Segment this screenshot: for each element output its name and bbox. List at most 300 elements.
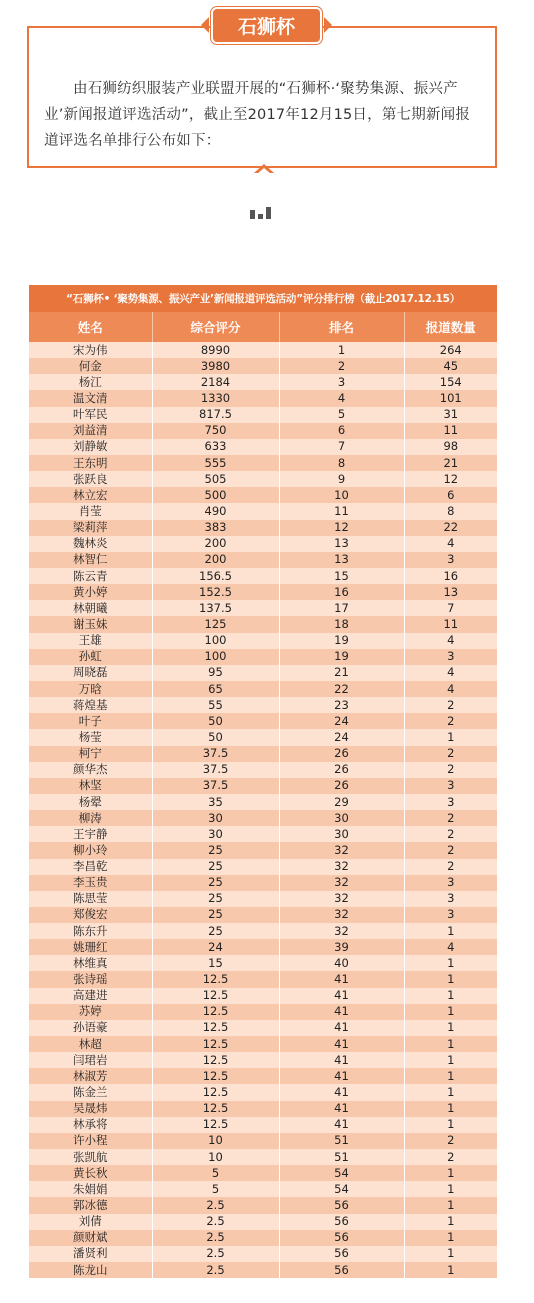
- cell-name: 陈思莹: [29, 891, 152, 907]
- cell-name: 柯宁: [29, 746, 152, 762]
- cell-count: 13: [404, 584, 497, 600]
- cell-name: 刘倩: [29, 1214, 152, 1230]
- cell-rank: 26: [279, 762, 404, 778]
- table-row: [29, 697, 497, 713]
- cell-score: 12.5: [152, 1052, 279, 1068]
- cell-count: 1: [404, 1020, 497, 1036]
- cell-count: 1: [404, 1230, 497, 1246]
- cell-count: 1: [404, 1101, 497, 1117]
- cell-rank: 56: [279, 1262, 404, 1278]
- table-row: [29, 875, 497, 891]
- table-row: [29, 439, 497, 455]
- table-row: [29, 1197, 497, 1213]
- cell-score: 37.5: [152, 778, 279, 794]
- cell-score: 2.5: [152, 1230, 279, 1246]
- cell-name: 林淑芳: [29, 1068, 152, 1084]
- cell-name: 颜华杰: [29, 762, 152, 778]
- cell-score: 490: [152, 503, 279, 519]
- table-row: [29, 633, 497, 649]
- cell-name: 黄小婷: [29, 584, 152, 600]
- cell-count: 264: [404, 342, 497, 358]
- cell-count: 3: [404, 794, 497, 810]
- cell-rank: 32: [279, 859, 404, 875]
- cell-count: 16: [404, 568, 497, 584]
- table-row: [29, 520, 497, 536]
- cell-name: 朱娟娟: [29, 1181, 152, 1197]
- cell-count: 4: [404, 665, 497, 681]
- cell-count: 1: [404, 1036, 497, 1052]
- cell-count: 4: [404, 939, 497, 955]
- table-row: [29, 584, 497, 600]
- cell-score: 12.5: [152, 1020, 279, 1036]
- table-row: [29, 713, 497, 729]
- cell-count: 4: [404, 633, 497, 649]
- table-row: [29, 358, 497, 374]
- cell-rank: 41: [279, 1036, 404, 1052]
- cell-rank: 41: [279, 1020, 404, 1036]
- header-rank: 排名: [279, 312, 404, 342]
- table-row: [29, 1052, 497, 1068]
- table-row: [29, 1165, 497, 1181]
- cell-score: 200: [152, 552, 279, 568]
- cell-count: 1: [404, 1165, 497, 1181]
- cell-score: 35: [152, 794, 279, 810]
- cell-rank: 15: [279, 568, 404, 584]
- cell-count: 3: [404, 778, 497, 794]
- cell-rank: 51: [279, 1133, 404, 1149]
- cell-score: 15: [152, 955, 279, 971]
- cell-count: 3: [404, 907, 497, 923]
- cell-count: 1: [404, 988, 497, 1004]
- cell-name: 姚珊红: [29, 939, 152, 955]
- cell-rank: 56: [279, 1197, 404, 1213]
- cell-count: 1: [404, 955, 497, 971]
- cell-count: 1: [404, 1084, 497, 1100]
- table-row: [29, 552, 497, 568]
- ranking-table: [29, 285, 497, 1278]
- cell-rank: 32: [279, 923, 404, 939]
- cell-rank: 32: [279, 842, 404, 858]
- cell-rank: 17: [279, 600, 404, 616]
- cell-count: 4: [404, 536, 497, 552]
- cell-name: 刘益清: [29, 423, 152, 439]
- cell-name: 陈龙山: [29, 1262, 152, 1278]
- cell-name: 张诗瑶: [29, 971, 152, 987]
- cell-name: 杨江: [29, 374, 152, 390]
- cell-name: 蒋煌基: [29, 697, 152, 713]
- cell-score: 5: [152, 1181, 279, 1197]
- cell-rank: 22: [279, 681, 404, 697]
- cell-score: 505: [152, 471, 279, 487]
- cell-score: 25: [152, 875, 279, 891]
- cell-rank: 24: [279, 729, 404, 745]
- cell-name: 张跃良: [29, 471, 152, 487]
- cell-score: 2.5: [152, 1197, 279, 1213]
- cell-count: 2: [404, 842, 497, 858]
- table-row: [29, 1068, 497, 1084]
- cell-rank: 16: [279, 584, 404, 600]
- cell-score: 10: [152, 1133, 279, 1149]
- cell-count: 7: [404, 600, 497, 616]
- cell-name: 李玉贵: [29, 875, 152, 891]
- cell-count: 98: [404, 439, 497, 455]
- table-row: [29, 390, 497, 406]
- table-row: [29, 568, 497, 584]
- cell-name: 魏林炎: [29, 536, 152, 552]
- cell-score: 10: [152, 1149, 279, 1165]
- cell-score: 100: [152, 633, 279, 649]
- title-badge: 石狮杯: [213, 9, 320, 42]
- cell-score: 383: [152, 520, 279, 536]
- table-row: [29, 1036, 497, 1052]
- table-row: [29, 1149, 497, 1165]
- cell-count: 1: [404, 1068, 497, 1084]
- cell-score: 12.5: [152, 988, 279, 1004]
- cell-name: 宋为伟: [29, 342, 152, 358]
- cell-score: 817.5: [152, 407, 279, 423]
- cell-rank: 18: [279, 616, 404, 632]
- cell-rank: 41: [279, 1101, 404, 1117]
- cell-count: 2: [404, 826, 497, 842]
- cell-rank: 32: [279, 891, 404, 907]
- cell-name: 何金: [29, 358, 152, 374]
- table-row: [29, 1246, 497, 1262]
- table-row: [29, 1101, 497, 1117]
- cell-name: 陈云青: [29, 568, 152, 584]
- cell-score: 37.5: [152, 746, 279, 762]
- cell-rank: 21: [279, 665, 404, 681]
- cell-name: 叶子: [29, 713, 152, 729]
- table-row: [29, 342, 497, 358]
- bar-chart-icon: [250, 205, 278, 219]
- table-row: [29, 1181, 497, 1197]
- cell-rank: 13: [279, 552, 404, 568]
- table-row: [29, 600, 497, 616]
- cell-count: 3: [404, 649, 497, 665]
- cell-name: 林立宏: [29, 487, 152, 503]
- cell-count: 3: [404, 875, 497, 891]
- cell-name: 林承将: [29, 1117, 152, 1133]
- cell-count: 154: [404, 374, 497, 390]
- cell-score: 125: [152, 616, 279, 632]
- cell-score: 12.5: [152, 1101, 279, 1117]
- cell-count: 6: [404, 487, 497, 503]
- cell-name: 王宇静: [29, 826, 152, 842]
- cell-count: 12: [404, 471, 497, 487]
- cell-score: 25: [152, 891, 279, 907]
- table-row: [29, 810, 497, 826]
- cell-score: 500: [152, 487, 279, 503]
- cell-rank: 4: [279, 390, 404, 406]
- cell-rank: 54: [279, 1165, 404, 1181]
- cell-rank: 11: [279, 503, 404, 519]
- cell-rank: 6: [279, 423, 404, 439]
- cell-count: 2: [404, 810, 497, 826]
- cell-count: 8: [404, 503, 497, 519]
- cell-count: 1: [404, 1117, 497, 1133]
- cell-score: 30: [152, 810, 279, 826]
- cell-score: 25: [152, 859, 279, 875]
- cell-rank: 19: [279, 649, 404, 665]
- cell-score: 2.5: [152, 1246, 279, 1262]
- cell-name: 王雄: [29, 633, 152, 649]
- cell-count: 2: [404, 1133, 497, 1149]
- cell-rank: 54: [279, 1181, 404, 1197]
- cell-score: 25: [152, 923, 279, 939]
- cell-name: 闫珺岩: [29, 1052, 152, 1068]
- cell-score: 555: [152, 455, 279, 471]
- cell-count: 1: [404, 1052, 497, 1068]
- cell-count: 2: [404, 697, 497, 713]
- cell-rank: 8: [279, 455, 404, 471]
- cell-rank: 56: [279, 1214, 404, 1230]
- cell-score: 50: [152, 713, 279, 729]
- cell-count: 2: [404, 713, 497, 729]
- cell-count: 1: [404, 1004, 497, 1020]
- cell-rank: 23: [279, 697, 404, 713]
- cell-score: 137.5: [152, 600, 279, 616]
- cell-count: 1: [404, 923, 497, 939]
- table-title: “石狮杯• ‘聚势集源、振兴产业’新闻报道评选活动”评分排行榜（截止2017.12.15）: [29, 285, 497, 312]
- cell-rank: 30: [279, 810, 404, 826]
- table-row: [29, 729, 497, 745]
- cell-name: 林坚: [29, 778, 152, 794]
- table-row: [29, 455, 497, 471]
- table-row: [29, 423, 497, 439]
- cell-name: 李昌乾: [29, 859, 152, 875]
- cell-name: 苏婷: [29, 1004, 152, 1020]
- cell-score: 12.5: [152, 1068, 279, 1084]
- cell-name: 谢玉妹: [29, 616, 152, 632]
- table-row: [29, 1020, 497, 1036]
- cell-score: 24: [152, 939, 279, 955]
- cell-name: 周晓磊: [29, 665, 152, 681]
- cell-score: 12.5: [152, 971, 279, 987]
- cell-rank: 41: [279, 1068, 404, 1084]
- cell-rank: 9: [279, 471, 404, 487]
- cell-score: 2.5: [152, 1214, 279, 1230]
- cell-score: 750: [152, 423, 279, 439]
- cell-name: 黄长秋: [29, 1165, 152, 1181]
- cell-score: 50: [152, 729, 279, 745]
- table-row: [29, 1004, 497, 1020]
- header-score: 综合评分: [152, 312, 279, 342]
- table-row: [29, 955, 497, 971]
- cell-score: 12.5: [152, 1084, 279, 1100]
- table-row: [29, 842, 497, 858]
- cell-name: 刘静敏: [29, 439, 152, 455]
- cell-rank: 41: [279, 1052, 404, 1068]
- header-count: 报道数量: [404, 312, 497, 342]
- cell-name: 柳涛: [29, 810, 152, 826]
- cell-name: 颜财斌: [29, 1230, 152, 1246]
- cell-score: 152.5: [152, 584, 279, 600]
- cell-name: 林超: [29, 1036, 152, 1052]
- cell-rank: 30: [279, 826, 404, 842]
- cell-rank: 10: [279, 487, 404, 503]
- table-row: [29, 891, 497, 907]
- cell-score: 65: [152, 681, 279, 697]
- cell-name: 陈金兰: [29, 1084, 152, 1100]
- cell-count: 101: [404, 390, 497, 406]
- cell-score: 12.5: [152, 1036, 279, 1052]
- cell-count: 2: [404, 762, 497, 778]
- cell-rank: 56: [279, 1230, 404, 1246]
- cell-count: 1: [404, 971, 497, 987]
- cell-rank: 41: [279, 1004, 404, 1020]
- table-row: [29, 1214, 497, 1230]
- cell-score: 12.5: [152, 1004, 279, 1020]
- table-row: [29, 859, 497, 875]
- cell-name: 肖莹: [29, 503, 152, 519]
- cell-count: 31: [404, 407, 497, 423]
- cell-score: 200: [152, 536, 279, 552]
- table-row: [29, 487, 497, 503]
- cell-score: 2.5: [152, 1262, 279, 1278]
- cell-score: 25: [152, 907, 279, 923]
- cell-count: 11: [404, 423, 497, 439]
- table-row: [29, 374, 497, 390]
- cell-score: 37.5: [152, 762, 279, 778]
- cell-count: 4: [404, 681, 497, 697]
- cell-rank: 13: [279, 536, 404, 552]
- cell-count: 2: [404, 859, 497, 875]
- cell-rank: 41: [279, 988, 404, 1004]
- cell-name: 杨翚: [29, 794, 152, 810]
- cell-name: 林朝曦: [29, 600, 152, 616]
- table-row: [29, 971, 497, 987]
- cell-rank: 29: [279, 794, 404, 810]
- cell-score: 2184: [152, 374, 279, 390]
- cell-name: 王东明: [29, 455, 152, 471]
- cell-rank: 2: [279, 358, 404, 374]
- cell-rank: 32: [279, 875, 404, 891]
- cell-count: 1: [404, 1181, 497, 1197]
- table-row: [29, 826, 497, 842]
- cell-rank: 24: [279, 713, 404, 729]
- cell-name: 郑俊宏: [29, 907, 152, 923]
- table-row: [29, 1117, 497, 1133]
- cell-rank: 51: [279, 1149, 404, 1165]
- cell-name: 许小程: [29, 1133, 152, 1149]
- cell-rank: 39: [279, 939, 404, 955]
- cell-count: 3: [404, 552, 497, 568]
- table-header: [29, 312, 497, 342]
- cell-score: 100: [152, 649, 279, 665]
- table-row: [29, 923, 497, 939]
- cell-name: 梁莉萍: [29, 520, 152, 536]
- cell-name: 陈东升: [29, 923, 152, 939]
- cell-score: 55: [152, 697, 279, 713]
- header-name: 姓名: [29, 312, 152, 342]
- cell-rank: 41: [279, 1117, 404, 1133]
- cell-count: 1: [404, 1262, 497, 1278]
- cell-score: 30: [152, 826, 279, 842]
- cell-count: 45: [404, 358, 497, 374]
- cell-name: 林维真: [29, 955, 152, 971]
- cell-count: 1: [404, 729, 497, 745]
- cell-name: 万晗: [29, 681, 152, 697]
- cell-rank: 56: [279, 1246, 404, 1262]
- table-row: [29, 1133, 497, 1149]
- cell-rank: 12: [279, 520, 404, 536]
- cell-rank: 41: [279, 1084, 404, 1100]
- cell-name: 孙语豪: [29, 1020, 152, 1036]
- cell-rank: 41: [279, 971, 404, 987]
- cell-rank: 32: [279, 907, 404, 923]
- cell-name: 潘贤利: [29, 1246, 152, 1262]
- table-row: [29, 536, 497, 552]
- table-row: [29, 762, 497, 778]
- table-row: [29, 616, 497, 632]
- table-row: [29, 794, 497, 810]
- cell-count: 1: [404, 1214, 497, 1230]
- cell-count: 2: [404, 1149, 497, 1165]
- intro-text: 由石狮纺织服装产业联盟开展的“石狮杯·‘聚势集源、振兴产业’新闻报道评选活动”，截止至2017年12月15日，第七期新闻报道评选名单排行公布如下：: [44, 81, 471, 149]
- cell-rank: 3: [279, 374, 404, 390]
- table-row: [29, 1262, 497, 1278]
- table-row: [29, 407, 497, 423]
- cell-score: 25: [152, 842, 279, 858]
- cell-name: 温文清: [29, 390, 152, 406]
- cell-rank: 5: [279, 407, 404, 423]
- cell-count: 3: [404, 891, 497, 907]
- table-row: [29, 907, 497, 923]
- cell-score: 3980: [152, 358, 279, 374]
- cell-name: 杨莹: [29, 729, 152, 745]
- table-row: [29, 503, 497, 519]
- cell-name: 吴晟炜: [29, 1101, 152, 1117]
- cell-rank: 26: [279, 746, 404, 762]
- cell-score: 633: [152, 439, 279, 455]
- cell-count: 1: [404, 1197, 497, 1213]
- table-row: [29, 778, 497, 794]
- cell-name: 柳小玲: [29, 842, 152, 858]
- cell-count: 11: [404, 616, 497, 632]
- cell-rank: 7: [279, 439, 404, 455]
- table-row: [29, 665, 497, 681]
- cell-count: 2: [404, 746, 497, 762]
- cell-name: 林智仁: [29, 552, 152, 568]
- table-row: [29, 988, 497, 1004]
- cell-score: 5: [152, 1165, 279, 1181]
- cell-name: 郭冰德: [29, 1197, 152, 1213]
- cell-count: 22: [404, 520, 497, 536]
- table-row: [29, 681, 497, 697]
- cell-name: 高建进: [29, 988, 152, 1004]
- cell-name: 孙虹: [29, 649, 152, 665]
- cell-score: 95: [152, 665, 279, 681]
- cell-score: 8990: [152, 342, 279, 358]
- cell-name: 叶军民: [29, 407, 152, 423]
- table-row: [29, 939, 497, 955]
- cell-count: 21: [404, 455, 497, 471]
- cell-score: 156.5: [152, 568, 279, 584]
- table-row: [29, 1084, 497, 1100]
- table-row: [29, 1230, 497, 1246]
- cell-rank: 40: [279, 955, 404, 971]
- table-row: [29, 746, 497, 762]
- cell-rank: 26: [279, 778, 404, 794]
- cell-rank: 19: [279, 633, 404, 649]
- table-row: [29, 649, 497, 665]
- cell-score: 1330: [152, 390, 279, 406]
- cell-name: 张凯航: [29, 1149, 152, 1165]
- cell-rank: 1: [279, 342, 404, 358]
- table-row: [29, 471, 497, 487]
- cell-score: 12.5: [152, 1117, 279, 1133]
- cell-count: 1: [404, 1246, 497, 1262]
